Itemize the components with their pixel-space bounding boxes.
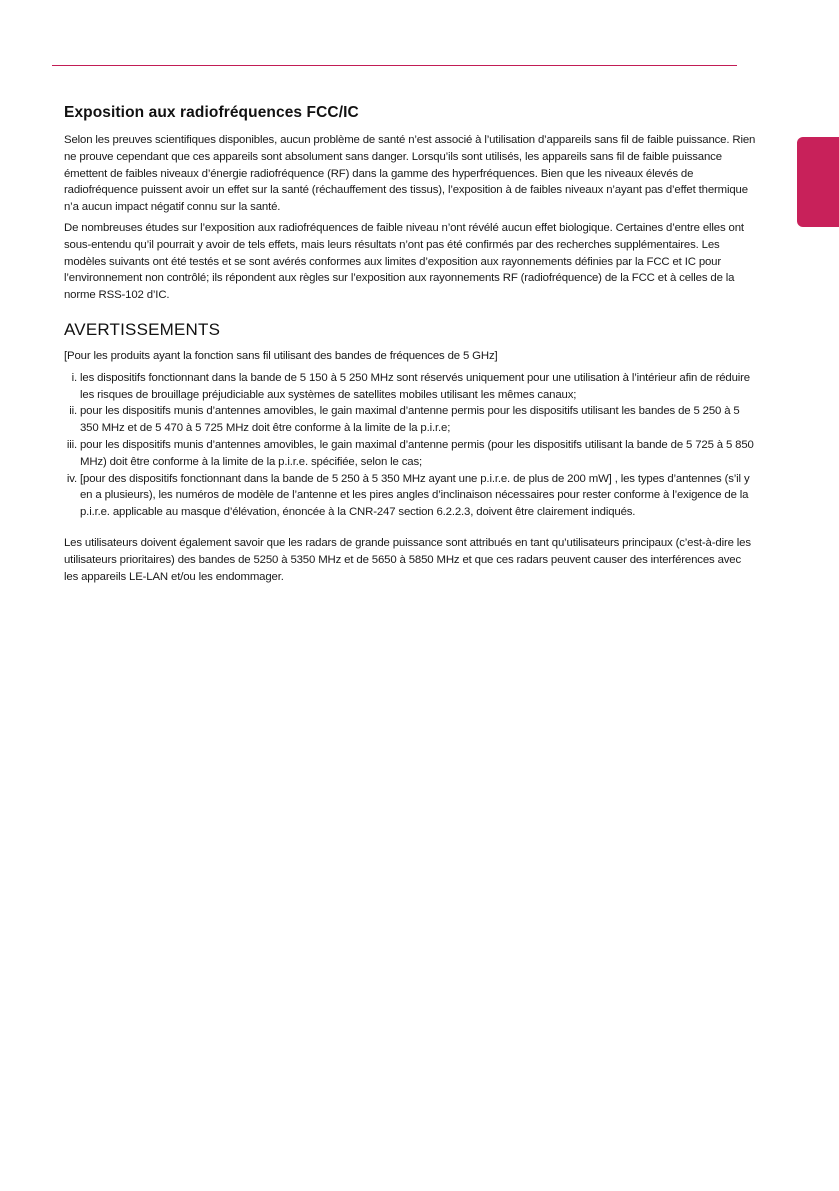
warning-text: les dispositifs fonctionnant dans la bande de 5 150 à 5 250 MHz sont réservés uniquement pour une utilisation à l’intérieur afin de réduire les risques de brouillage préjudiciable aux systèmes de satellites mobiles utilisant les mêmes canaux; (80, 371, 750, 401)
warning-item-2 (64, 403, 758, 437)
list-marker: ii. (69, 405, 77, 418)
list-marker: i. (71, 371, 77, 384)
warnings-list (64, 370, 758, 521)
document-body (64, 104, 758, 587)
radar-notice-paragraph: Les utilisateurs doivent également savoir que les radars de grande puissance sont attribués en tant qu’utilisateurs principaux (c’est-à-dire les utilisateurs prioritaires) des bandes de 5250 à 5350 MHz et de 5650 à 5850 MHz et que ces radars peuvent causer des interférences avec les appareils LE-LAN et/ou les endommager. (64, 536, 751, 583)
warning-text: [pour des dispositifs fonctionnant dans la bande de 5 250 à 5 350 MHz ayant une p.i.r.e. de plus de 200 mW] , les types d’antennes (s’il y en a plusieurs), les numéros de modèle de l’antenne et les pires angles d’inclinaison nécessaires pour rester conforme à l’exigence de la p.i.r.e. applicable au masque d’élévation, énoncée à la CNR-247 section 6.2.2.3, doivent être clairement indiqués. (80, 472, 750, 519)
warning-text: pour les dispositifs munis d’antennes amovibles, le gain maximal d’antenne permis (pour les dispositifs utilisant la bande de 5 725 à 5 850 MHz) doit être conforme à la limite de la p.i.r.e. spécifiée, selon le cas; (80, 438, 754, 468)
header-divider (52, 65, 737, 66)
warning-item-3 (64, 437, 758, 471)
warnings-title: AVERTISSEMENTS (64, 319, 221, 339)
warnings-intro: [Pour les produits ayant la fonction sans fil utilisant des bandes de fréquences de 5 GHz] (64, 349, 498, 362)
warning-item-4 (64, 471, 758, 521)
language-tab-marker (797, 137, 839, 227)
warning-item-1 (64, 370, 758, 404)
rf-exposure-title: Exposition aux radiofréquences FCC/IC (64, 104, 359, 121)
list-marker: iii. (66, 438, 77, 451)
warning-text: pour les dispositifs munis d’antennes amovibles, le gain maximal d’antenne permis pour les dispositifs utilisant les bandes de 5 250 à 5 350 MHz et de 5 470 à 5 725 MHz doit être conforme à la limite de la p.i.r.e; (80, 405, 740, 435)
rf-exposure-paragraph-2: De nombreuses études sur l’exposition aux radiofréquences de faible niveau n’ont révélé aucun effet biologique. Certaines d’entre elles ont sous-entendu qu’il pourrait y avoir de tels effets, mais leurs résultats n’ont pas été confirmés par des recherches supplémentaires. Les modèles suivants ont été testés et se sont avérés conformes aux limites d’exposition aux rayonnements définies par la FCC et IC pour l’environnement non contrôlé; ils répondent aux règles sur l’exposition aux rayonnements RF (radiofréquence) de la FCC et à celles de la norme RSS-102 d’IC. (64, 221, 744, 302)
list-marker: iv. (66, 472, 77, 485)
rf-exposure-paragraph-1: Selon les preuves scientifiques disponibles, aucun problème de santé n’est associé à l’utilisation d’appareils sans fil de faible puissance. Rien ne prouve cependant que ces appareils sont absolument sans danger. Lorsqu’ils sont utilisés, les appareils sans fil de faible puissance émettent de faibles niveaux d’énergie radiofréquence (RF) dans la gamme des hyperfréquences. Bien que les niveaux élevés de radiofréquence puissent avoir un effet sur la santé (réchauffement des tissus), l’exposition à de faibles niveaux n’ayant pas d’effet thermique n’a aucun impact négatif connu sur la santé. (64, 134, 756, 214)
